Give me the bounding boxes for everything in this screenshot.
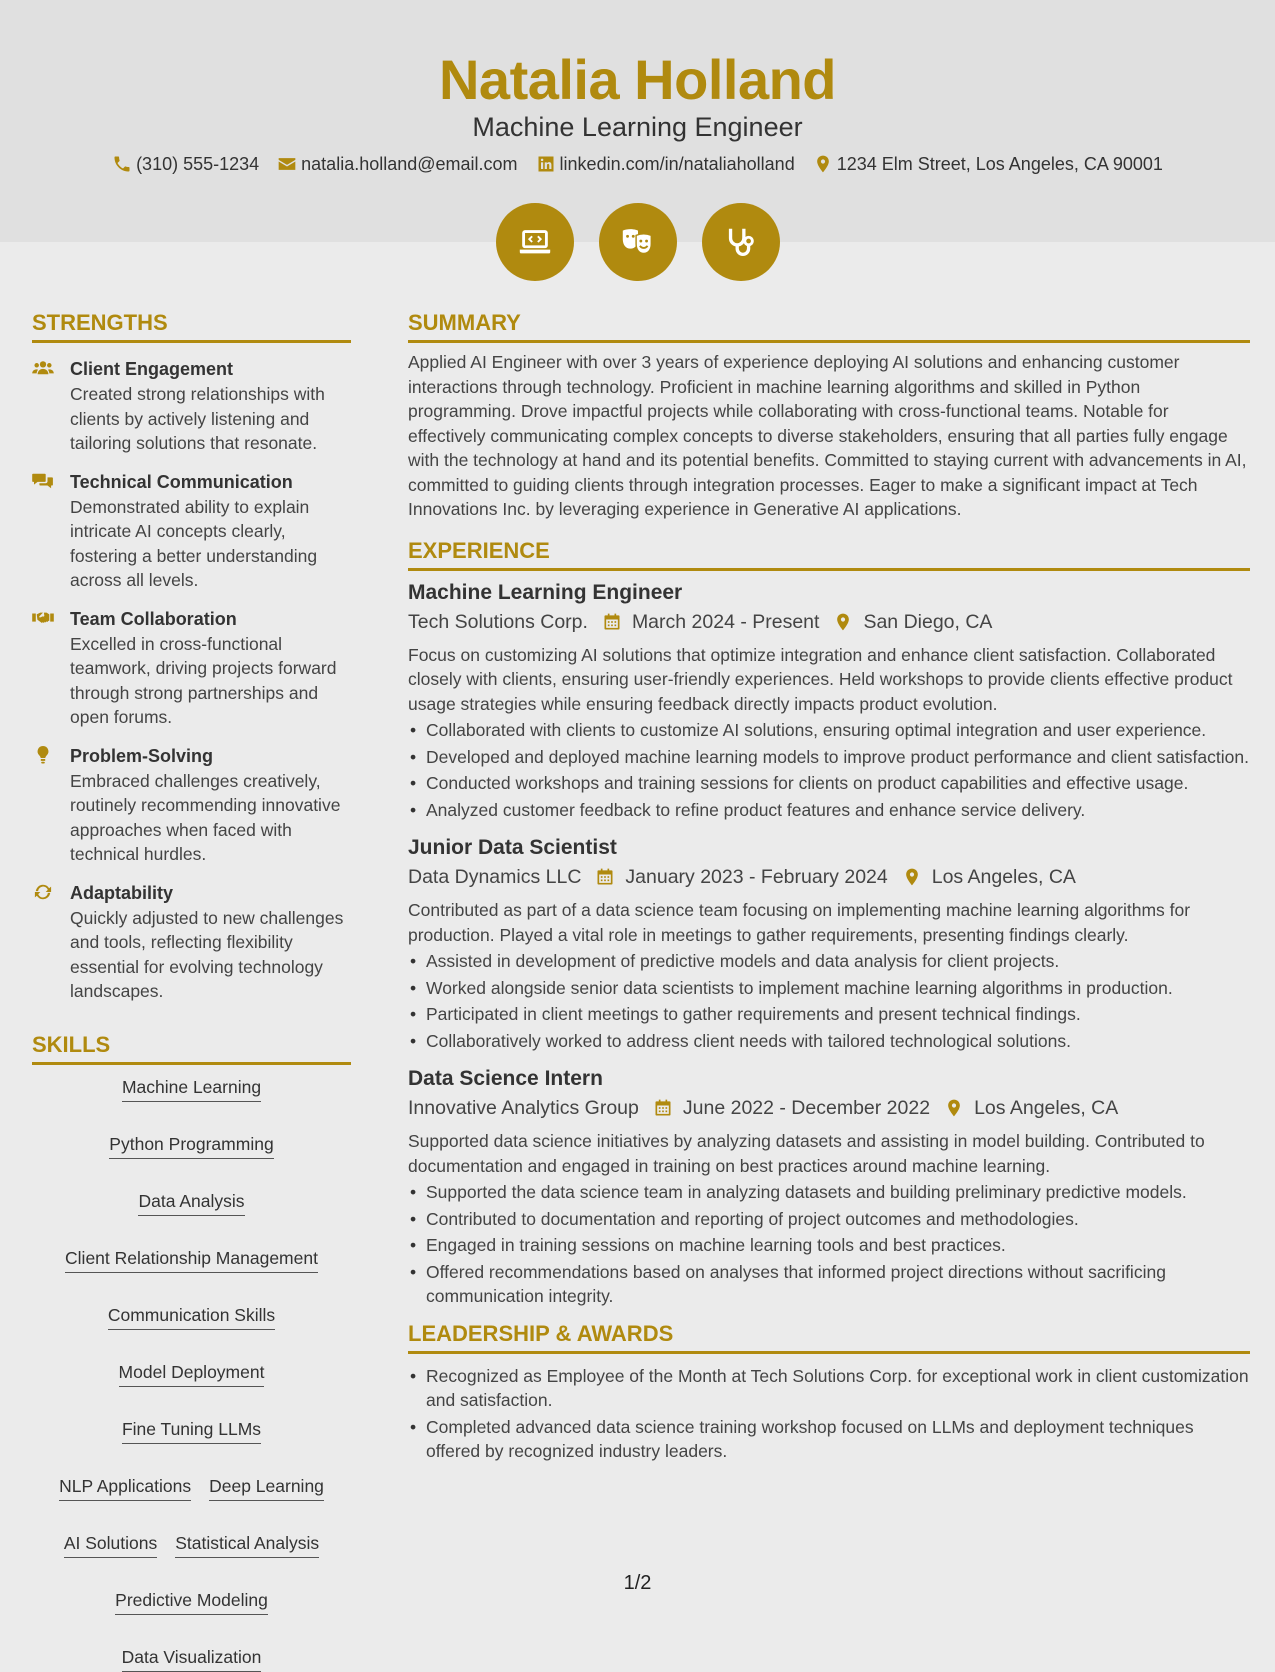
job-role: Data Science Intern bbox=[408, 1067, 603, 1090]
job-description: Contributed as part of a data science team focusing on implementing machine learning algorithms for production. Played a vital role in meetings to gather requirements, presenting findings clearly. bbox=[408, 900, 1191, 945]
job-bullets bbox=[408, 949, 1250, 1053]
strength-item bbox=[32, 743, 351, 867]
skill-tag: Python Programming bbox=[109, 1132, 273, 1159]
map-marker-icon bbox=[833, 612, 853, 632]
users-icon bbox=[32, 359, 54, 377]
calendar-icon bbox=[595, 867, 615, 887]
skill-tag: Fine Tuning LLMs bbox=[122, 1417, 261, 1444]
job-role: Machine Learning Engineer bbox=[408, 580, 683, 604]
map-marker-icon bbox=[944, 1098, 964, 1118]
job-location: San Diego, CA bbox=[863, 610, 993, 633]
job-description: Supported data science initiatives by analyzing datasets and assisting in model building. Contributed to documentation and engaged in training on best practices around machine learning. bbox=[408, 1131, 1205, 1176]
skill-tag: Client Relationship Management bbox=[65, 1246, 318, 1273]
stethoscope-badge bbox=[702, 203, 780, 281]
strength-item bbox=[32, 880, 351, 1004]
skill-tag: Data Analysis bbox=[138, 1189, 244, 1216]
skill-tag: Model Deployment bbox=[119, 1360, 265, 1387]
list-item: • Recognized as Employee of the Month at Tech Solutions Corp. for exceptional work in client customization and satisfaction. bbox=[408, 1364, 1250, 1413]
skill-tag: Communication Skills bbox=[108, 1303, 275, 1330]
list-item: • Participated in client meetings to gather requirements and present technical findings. bbox=[408, 1002, 1250, 1027]
job-meta bbox=[408, 862, 1250, 892]
skill-tag: AI Solutions bbox=[64, 1531, 157, 1558]
email-text[interactable]: natalia.holland@email.com bbox=[301, 154, 518, 174]
envelope-icon bbox=[277, 154, 297, 174]
contact-linkedin[interactable] bbox=[536, 152, 795, 176]
skill-tag: Data Visualization bbox=[122, 1645, 262, 1672]
handshake-icon bbox=[32, 609, 54, 627]
phone-text: (310) 555-1234 bbox=[136, 154, 260, 174]
candidate-title: Machine Learning Engineer bbox=[472, 112, 803, 142]
strength-name: Client Engagement bbox=[70, 359, 234, 379]
strength-name: Adaptability bbox=[70, 882, 174, 903]
strength-name: Technical Communication bbox=[70, 471, 293, 492]
skill-tag: Statistical Analysis bbox=[175, 1531, 319, 1558]
job-entry bbox=[408, 834, 1250, 1053]
job-entry bbox=[408, 579, 1250, 823]
calendar-icon bbox=[602, 612, 622, 632]
job-role: Junior Data Scientist bbox=[408, 836, 617, 859]
header-icon-row bbox=[0, 203, 1275, 281]
contact-email[interactable] bbox=[277, 152, 517, 176]
experience-heading: EXPERIENCE bbox=[408, 536, 1250, 571]
strength-name: Team Collaboration bbox=[70, 608, 237, 629]
skill-tag: NLP Applications bbox=[59, 1474, 191, 1501]
job-dates: January 2023 - February 2024 bbox=[625, 866, 888, 888]
job-dates: June 2022 - December 2022 bbox=[682, 1097, 931, 1119]
job-company: Innovative Analytics Group bbox=[408, 1097, 639, 1119]
strength-item bbox=[32, 469, 351, 593]
page-number: 1/2 bbox=[623, 1572, 652, 1594]
strength-desc: Embraced challenges creatively, routinely recommending innovative approaches when faced with technical hurdles. bbox=[70, 770, 341, 864]
linkedin-icon bbox=[536, 154, 556, 174]
list-item: • Offered recommendations based on analyses that informed project directions without sacrificing communication integrity. bbox=[408, 1260, 1250, 1309]
right-column bbox=[408, 308, 1250, 1464]
skill-tag: Deep Learning bbox=[209, 1474, 324, 1501]
strength-desc: Created strong relationships with clients by actively listening and tailoring solutions that resonate. bbox=[70, 384, 325, 453]
job-company: Data Dynamics LLC bbox=[408, 866, 582, 888]
strength-name: Problem-Solving bbox=[70, 745, 214, 766]
awards-list bbox=[408, 1364, 1250, 1464]
phone-icon bbox=[112, 154, 132, 174]
strength-item bbox=[32, 356, 351, 456]
contact-row bbox=[0, 152, 1275, 176]
skills-heading: SKILLS bbox=[32, 1030, 351, 1065]
strengths-heading: STRENGTHS bbox=[32, 308, 351, 343]
list-item: • Collaboratively worked to address client needs with tailored technological solutions. bbox=[408, 1029, 1250, 1054]
list-item: • Developed and deployed machine learning models to improve product performance and client satisfaction. bbox=[408, 745, 1250, 770]
left-column bbox=[32, 308, 351, 1672]
laptop-code-icon bbox=[516, 223, 554, 261]
map-marker-icon bbox=[813, 154, 833, 174]
strength-desc: Quickly adjusted to new challenges and tools, reflecting flexibility essential for evolving technology landscapes. bbox=[70, 907, 344, 1001]
job-company: Tech Solutions Corp. bbox=[408, 610, 588, 633]
contact-address bbox=[813, 152, 1163, 176]
list-item: • Engaged in training sessions on machine learning tools and best practices. bbox=[408, 1233, 1250, 1258]
candidate-name: Natalia Holland bbox=[438, 48, 837, 111]
job-meta bbox=[408, 1093, 1250, 1123]
strength-item bbox=[32, 606, 351, 730]
skill-tag: Machine Learning bbox=[122, 1075, 261, 1102]
stethoscope-icon bbox=[722, 223, 760, 261]
sync-icon bbox=[32, 883, 54, 901]
list-item: • Conducted workshops and training sessions for clients on product capabilities and effective usage. bbox=[408, 771, 1250, 796]
comments-icon bbox=[32, 472, 54, 490]
strength-desc: Excelled in cross-functional teamwork, driving projects forward through strong partnerships and open forums. bbox=[70, 633, 337, 727]
contact-phone bbox=[112, 152, 259, 176]
job-entry bbox=[408, 1065, 1250, 1309]
map-marker-icon bbox=[902, 867, 922, 887]
summary-heading: SUMMARY bbox=[408, 308, 1250, 343]
job-bullets bbox=[408, 718, 1250, 822]
theater-masks-icon bbox=[619, 223, 657, 261]
linkedin-text[interactable]: linkedin.com/in/nataliaholland bbox=[559, 154, 795, 174]
list-item: • Analyzed customer feedback to refine product features and enhance service delivery. bbox=[408, 798, 1250, 823]
list-item: • Assisted in development of predictive models and data analysis for client projects. bbox=[408, 949, 1250, 974]
address-text: 1234 Elm Street, Los Angeles, CA 90001 bbox=[836, 154, 1163, 174]
job-bullets bbox=[408, 1180, 1250, 1309]
skill-tag: Predictive Modeling bbox=[115, 1588, 268, 1615]
list-item: • Collaborated with clients to customize AI solutions, ensuring optimal integration and user experience. bbox=[408, 718, 1250, 743]
list-item: • Worked alongside senior data scientists to implement machine learning algorithms in production. bbox=[408, 976, 1250, 1001]
job-location: Los Angeles, CA bbox=[931, 866, 1076, 888]
lightbulb-icon bbox=[32, 746, 54, 764]
strength-desc: Demonstrated ability to explain intricate AI concepts clearly, fostering a better understanding across all levels. bbox=[70, 496, 318, 590]
list-item: • Contributed to documentation and reporting of project outcomes and methodologies. bbox=[408, 1207, 1250, 1232]
awards-heading: LEADERSHIP & AWARDS bbox=[408, 1319, 1250, 1354]
job-description: Focus on customizing AI solutions that optimize integration and enhance client satisfaction. Collaborated closely with clients, ensuring user-friendly experiences. Held workshops to provide clients effective product usage strategies while ensuring feedback directly impacts product evolution. bbox=[408, 644, 1233, 714]
laptop-code-badge bbox=[496, 203, 574, 281]
job-meta bbox=[408, 607, 1250, 637]
calendar-icon bbox=[653, 1098, 673, 1118]
list-item: • Supported the data science team in analyzing datasets and building preliminary predictive models. bbox=[408, 1180, 1250, 1205]
job-location: Los Angeles, CA bbox=[974, 1097, 1119, 1119]
summary-text: Applied AI Engineer with over 3 years of experience deploying AI solutions and enhancing customer interactions through technology. Proficient in machine learning algorithms and skilled in Python programming. Drove impactful projects while collaborating with cross-functional teams. Notable for effectively communicating complex concepts to diverse stakeholders, ensuring that all parties fully engage with the technology at hand and its potential benefits. Committed to staying current with advancements in AI, committed to guiding clients through integration processes. Eager to make a significant impact at Tech Innovations Inc. by leveraging experience in Generative AI applications. bbox=[408, 352, 1247, 519]
list-item: • Completed advanced data science training workshop focused on LLMs and deployment techniques offered by recognized industry leaders. bbox=[408, 1415, 1250, 1464]
theater-masks-badge bbox=[599, 203, 677, 281]
job-dates: March 2024 - Present bbox=[631, 610, 820, 633]
